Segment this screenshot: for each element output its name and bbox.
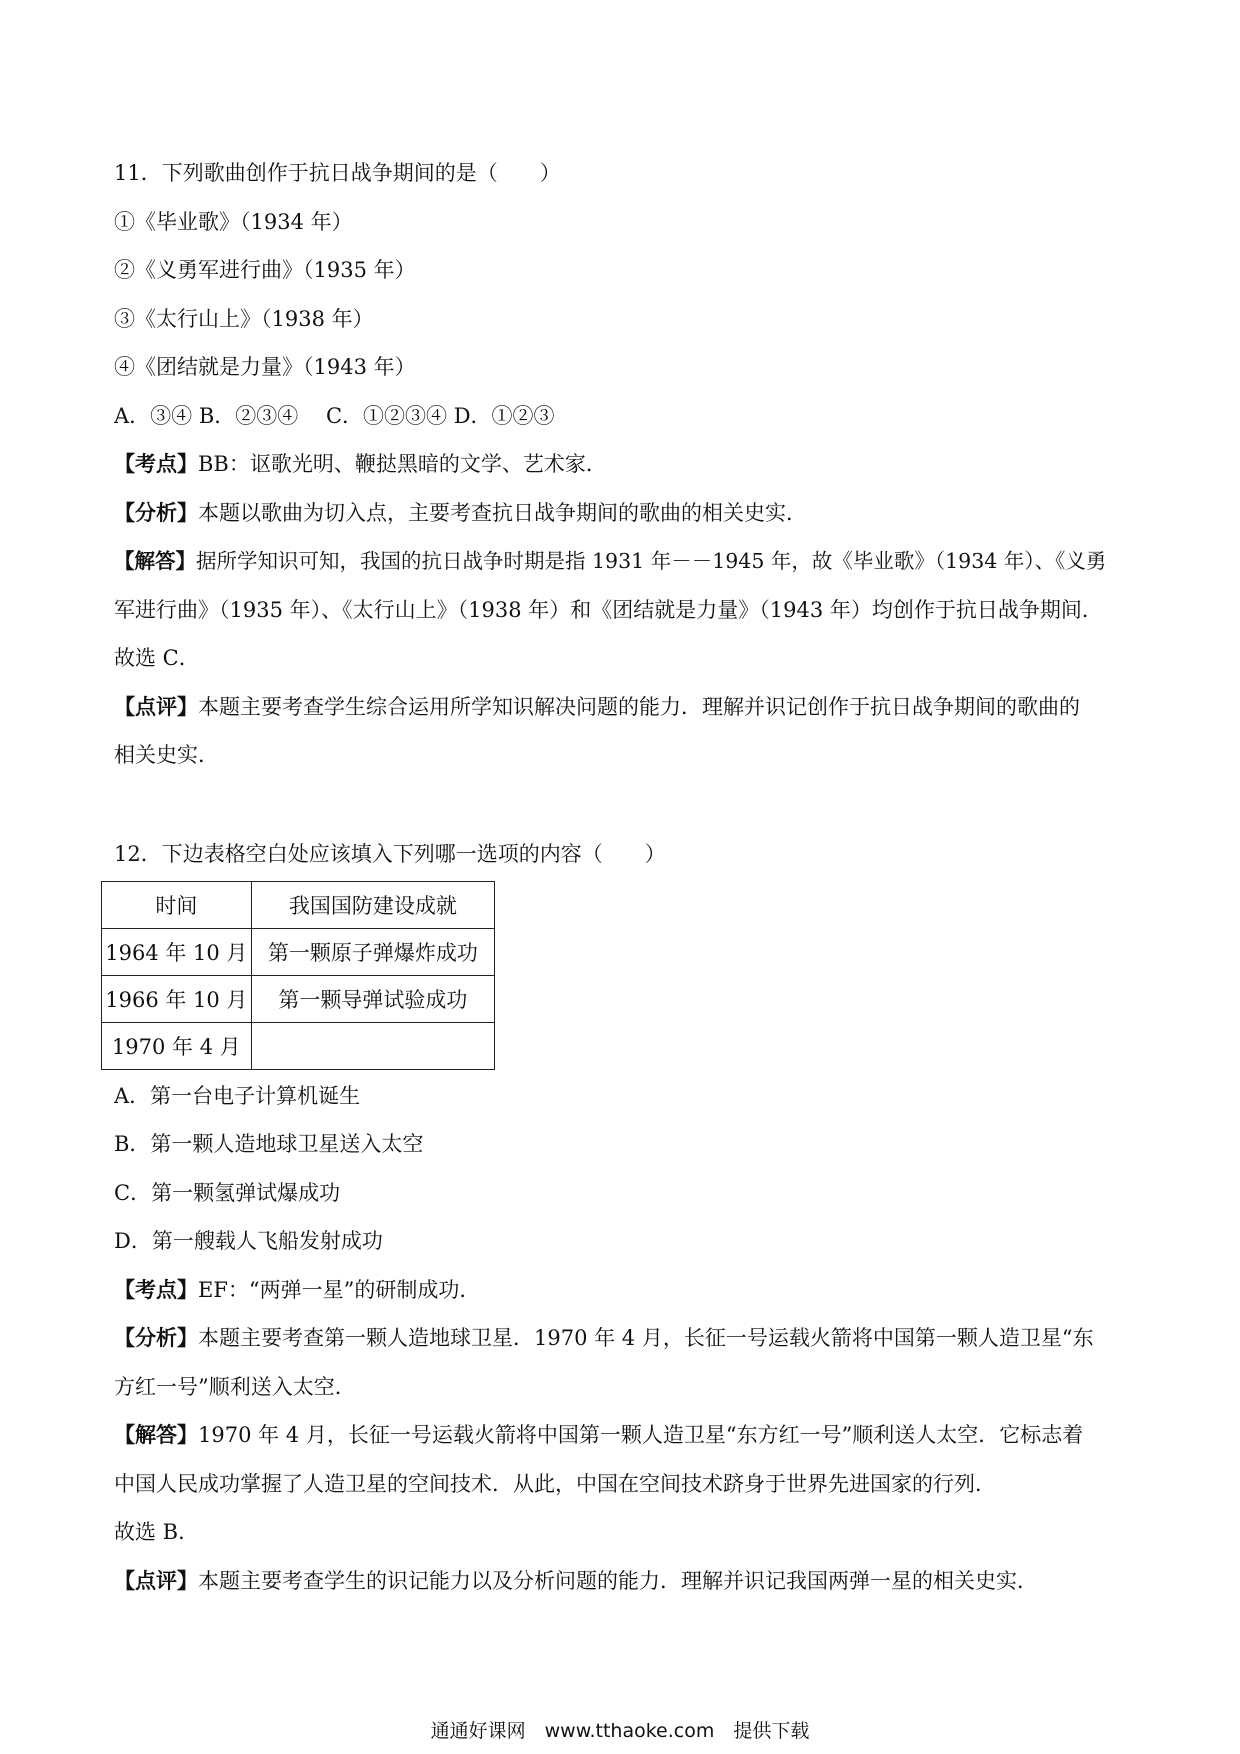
table-header-time: 时间 — [102, 882, 252, 929]
page-footer: 通通好课网 www.tthaoke.com 提供下载 — [430, 1720, 810, 1742]
table-header-achievement: 我国国防建设成就 — [251, 882, 494, 929]
q11-answer: 故选 C． — [114, 646, 200, 670]
table-row — [102, 1023, 495, 1070]
q12-dianping — [114, 1566, 1038, 1596]
q12-stem: 12．下边表格空白处应该填入下列哪一选项的内容（ ） — [114, 842, 666, 866]
fenxi-text: 本题以歌曲为切入点，主要考查抗日战争期间的歌曲的相关史实． — [198, 501, 807, 525]
kaodian-tag: 【考点】 — [114, 1277, 198, 1302]
q12-answer: 故选 B． — [114, 1520, 200, 1544]
table-cell-achievement: 第一颗导弹试验成功 — [251, 976, 494, 1023]
q12-fenxi — [114, 1323, 1094, 1353]
table-cell-date: 1966 年 10 月 — [102, 976, 252, 1023]
q12-option-c: C．第一颗氢弹试爆成功 — [114, 1181, 341, 1205]
q11-item-4: ④《团结就是力量》（1943 年） — [114, 355, 416, 379]
q12-fenxi-line-2: 方红一号”顺利送入太空． — [114, 1375, 356, 1399]
table-cell-date: 1970 年 4 月 — [102, 1023, 252, 1070]
dianping-line-1: 本题主要考查学生综合运用所学知识解决问题的能力．理解并识记创作于抗日战争期间的歌曲的 — [198, 695, 1080, 719]
table-row — [102, 976, 495, 1023]
jieda-line-1: 1970 年 4 月，长征一号运载火箭将中国第一颗人造卫星“东方红一号”顺利送人太空．它标志着 — [198, 1423, 1084, 1447]
q12-jieda — [114, 1420, 1083, 1450]
q12-option-d: D．第一艘载人飞船发射成功 — [114, 1229, 383, 1253]
dianping-text: 本题主要考查学生的识记能力以及分析问题的能力．理解并识记我国两弹一星的相关史实． — [198, 1569, 1038, 1593]
q11-jieda — [114, 546, 1106, 576]
q11-fenxi — [114, 498, 807, 528]
fenxi-tag: 【分析】 — [114, 500, 198, 525]
q12-option-b: B．第一颗人造地球卫星送入太空 — [114, 1132, 424, 1156]
dianping-tag: 【点评】 — [114, 1568, 198, 1593]
q11-jieda-line-2: 军进行曲》（1935 年）、《太行山上》（1938 年）和《团结就是力量》（1943 年）均创作于抗日战争期间． — [114, 598, 1103, 622]
q12-option-a: A．第一台电子计算机诞生 — [114, 1084, 361, 1108]
table-cell-blank — [251, 1023, 494, 1070]
kaodian-tag: 【考点】 — [114, 451, 198, 476]
q11-stem: 11．下列歌曲创作于抗日战争期间的是（ ） — [114, 161, 561, 185]
kaodian-text: BB：讴歌光明、鞭挞黑暗的文学、艺术家． — [198, 452, 607, 476]
q11-dianping-line-2: 相关史实． — [114, 743, 219, 767]
fenxi-line-1: 本题主要考查第一颗人造地球卫星．1970 年 4 月，长征一号运载火箭将中国第一颗人造卫星“东 — [198, 1326, 1094, 1350]
q11-item-1: ①《毕业歌》（1934 年） — [114, 210, 353, 234]
table-cell-achievement: 第一颗原子弹爆炸成功 — [251, 929, 494, 976]
q11-dianping — [114, 692, 1080, 722]
fenxi-tag: 【分析】 — [114, 1325, 198, 1350]
jieda-tag: 【解答】 — [114, 1422, 198, 1447]
q11-options: A．③④ B．②③④ C．①②③④ D．①②③ — [114, 404, 555, 428]
jieda-tag: 【解答】 — [114, 549, 196, 573]
table-row — [102, 929, 495, 976]
q11-item-2: ②《义勇军进行曲》（1935 年） — [114, 258, 416, 282]
q12-jieda-line-2: 中国人民成功掌握了人造卫星的空间技术．从此，中国在空间技术跻身于世界先进国家的行列． — [114, 1472, 996, 1496]
defense-achievements-table — [101, 881, 495, 1070]
q12-kaodian — [114, 1275, 480, 1305]
table-header-row — [102, 882, 495, 929]
q11-kaodian — [114, 449, 607, 479]
dianping-tag: 【点评】 — [114, 694, 198, 719]
jieda-line-1: 据所学知识可知，我国的抗日战争时期是指 1931 年－－1945 年，故《毕业歌》（1934 年）、《义勇 — [196, 549, 1107, 573]
q11-item-3: ③《太行山上》（1938 年） — [114, 307, 374, 331]
kaodian-text: EF：“两弹一星”的研制成功． — [198, 1278, 481, 1302]
table-cell-date: 1964 年 10 月 — [102, 929, 252, 976]
